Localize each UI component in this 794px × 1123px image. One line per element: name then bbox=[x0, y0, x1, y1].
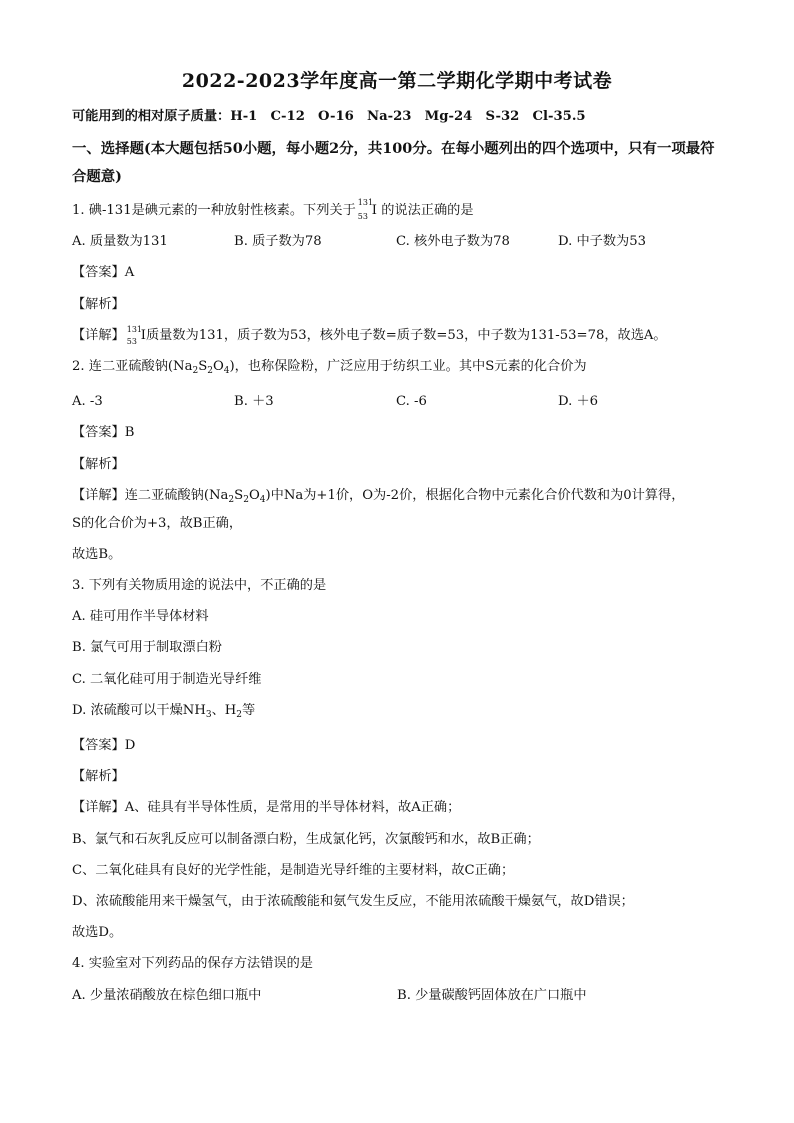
option-d: D. ＋6 bbox=[558, 394, 599, 410]
nuclide-notation: 131 53 bbox=[357, 198, 374, 221]
q2-detail-line2: S的化合价为+3，故B正确， bbox=[72, 515, 243, 531]
page-title: 2022-2023学年度高一第二学期化学期中考试卷 bbox=[181, 70, 613, 92]
q1-detail: 【详解】 131 53 I质量数为131，质子数为53，核外电子数=质子数=53，中子数为131-53=78，故选A。 bbox=[72, 324, 667, 346]
q3-detail-2: B、氯气和石灰乳反应可以制备漂白粉，生成氯化钙，次氯酸钙和水，故B正确； bbox=[72, 831, 540, 847]
question-4-options bbox=[72, 988, 722, 1004]
q3-option-c: C. 二氧化硅可用于制造光导纤维 bbox=[72, 671, 262, 687]
q3-option-d: D. 浓硫酸可以干燥$NH_3$、$H_2$等 bbox=[72, 702, 256, 720]
option-b: B. 少量碳酸钙固体放在广口瓶中 bbox=[397, 987, 587, 1003]
option-b: B. 质子数为78 bbox=[234, 234, 322, 250]
option-a: A. -3 bbox=[72, 394, 103, 410]
q2-conclusion: 故选B。 bbox=[72, 546, 122, 562]
q3-detail-1: 【详解】A、硅具有半导体性质，是常用的半导体材料，故A正确； bbox=[72, 800, 461, 816]
q2-detail-line1: 【详解】连二亚硫酸钠$(Na_2S_2O_4)$中Na为+1价，O为-2价，根据化合物中元素化合价代数和为0计算得， bbox=[72, 487, 685, 505]
question-2-options bbox=[72, 394, 722, 410]
option-c: C. 核外电子数为78 bbox=[396, 234, 510, 250]
nuclide-notation: 131 53 bbox=[126, 324, 143, 346]
question-4-stem: 4. 实验室对下列药品的保存方法错误的是 bbox=[72, 956, 313, 972]
option-b: B. ＋3 bbox=[234, 394, 274, 410]
option-d: D. 中子数为53 bbox=[558, 234, 647, 250]
section-heading: 一、选择题(本大题包括50小题，每小题2分，共100分。在每小题列出的四个选项中，只有一项最符合题意) bbox=[72, 140, 715, 185]
q2-answer: 【答案】B bbox=[72, 425, 135, 441]
option-a: A. 质量数为131 bbox=[72, 234, 168, 250]
q1-analysis-label: 【解析】 bbox=[72, 296, 125, 312]
q2-analysis-label: 【解析】 bbox=[72, 456, 125, 472]
q1-stem-text: 1. 碘-131是碘元素的一种放射性核素。下列关于 bbox=[72, 203, 356, 218]
q3-option-b: B. 氯气可用于制取漂白粉 bbox=[72, 640, 222, 656]
question-3-stem: 3. 下列有关物质用途的说法中，不正确的是 bbox=[72, 578, 327, 594]
exam-page bbox=[72, 66, 722, 1019]
q3-analysis-label: 【解析】 bbox=[72, 769, 125, 785]
question-2-stem: 2. 连二亚硫酸钠$(Na_2S_2O_4)$，也称保险粉，广泛应用于纺织工业。其中S元素的化合价为 bbox=[72, 358, 587, 376]
q3-option-a: A. 硅可用作半导体材料 bbox=[72, 609, 209, 625]
option-a: A. 少量浓硝酸放在棕色细口瓶中 bbox=[72, 987, 262, 1003]
q3-answer: 【答案】D bbox=[72, 738, 136, 753]
option-c: C. -6 bbox=[396, 394, 427, 410]
question-1-options bbox=[72, 234, 722, 250]
q3-conclusion: 故选D。 bbox=[72, 925, 123, 941]
atomic-masses: 可能用到的相对原子质量：H-1 C-12 O-16 Na-23 Mg-24 S-32 Cl-35.5 bbox=[72, 109, 586, 124]
q3-detail-4: D、浓硫酸能用来干燥氢气，由于浓硫酸能和氨气发生反应，不能用浓硫酸干燥氨气，故D错误； bbox=[72, 893, 634, 909]
question-1-stem: 1. 碘-131是碘元素的一种放射性核素。下列关于 131 53 I 的说法正确的是 bbox=[72, 198, 474, 221]
q3-detail-3: C、二氧化硅具有良好的光学性能，是制造光导纤维的主要材料，故C正确； bbox=[72, 862, 515, 878]
q1-answer: 【答案】A bbox=[72, 265, 135, 281]
